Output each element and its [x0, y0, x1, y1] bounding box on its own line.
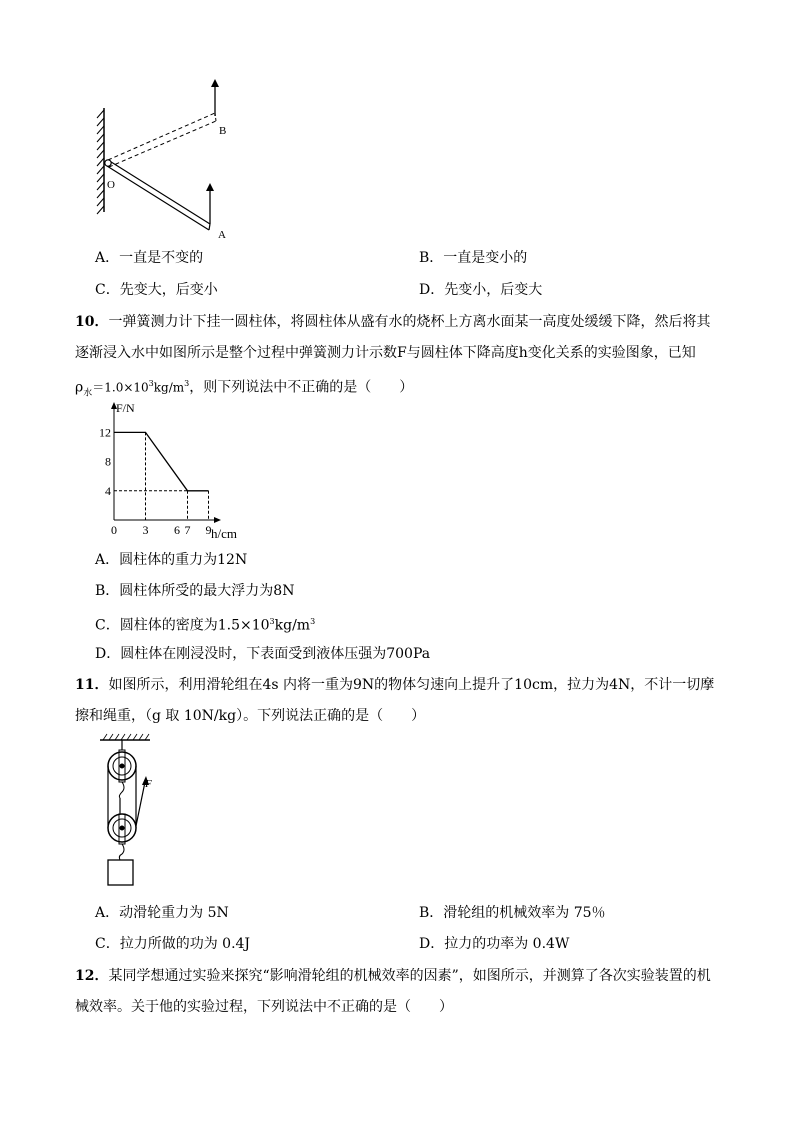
q9-option-b: B．一直是变小的 [419, 250, 528, 266]
x-tick-label: 7 [184, 523, 191, 537]
q10-stem-line2: 逐渐浸入水中如图所示是整个过程中弹簧测力计示数F与圆柱体下降高度h变化关系的实验图象，已知 [75, 345, 696, 361]
q10-option-b: B．圆柱体所受的最大浮力为8N [95, 583, 295, 599]
lever-diagram [94, 78, 244, 241]
y-tick-label: 12 [99, 425, 111, 440]
q11-option-d: D．拉力的功率为 0.4W [419, 936, 570, 952]
q11-option-a: A．动滑轮重力为 5N [95, 905, 229, 921]
x-tick-label: 3 [142, 523, 149, 537]
q10-option-d: D．圆柱体在刚浸没时，下表面受到液体压强为700Pa [95, 646, 431, 662]
q9-option-d: D．先变小，后变大 [419, 282, 543, 298]
y-tick-label: 8 [105, 454, 111, 469]
q10-option-c: C．圆柱体的密度为$1.5\times 10^3kg/m^3$ [95, 617, 316, 634]
q11-option-c: C．拉力所做的功为 0.4J [95, 936, 251, 952]
q12-stem-line1: 12．某同学想通过实验来探究“影响滑轮组的机械效率的因素”，如图所示，并测算了各次实验装置的机 [75, 968, 711, 984]
q10-option-a: A．圆柱体的重力为12N [95, 552, 248, 568]
x-tick-label: 6 [174, 523, 180, 537]
q10-stem-line3: $\rho_水=1.0\times 10^3kg/m^3$，则下列说法中不正确的是（ ） [75, 379, 414, 399]
x-axis-arrow [214, 517, 221, 523]
data-line [114, 432, 209, 490]
label-a: A [218, 229, 226, 241]
x-tick-label: 9 [205, 523, 212, 537]
y-tick-label: 4 [105, 483, 111, 498]
q11-stem-line1: 11．如图所示，利用滑轮组在4s 内将一重为9N的物体匀速向上提升了10cm，拉力为4N，不计一切摩 [75, 677, 715, 693]
q9-option-c: C．先变大，后变小 [95, 282, 218, 298]
q10-stem-line1: 10．一弹簧测力计下挂一圆柱体，将圆柱体从盛有水的烧杯上方离水面某一高度处缓缓下降，然后将其 [75, 314, 711, 330]
force-height-chart [99, 400, 265, 541]
x-tick-label: 0 [111, 523, 117, 537]
q9-option-a: A．一直是不变的 [95, 250, 204, 266]
label-b: B [219, 125, 227, 137]
q11-option-b: B．滑轮组的机械效率为 75％ [419, 905, 606, 921]
q12-stem-line2: 械效率。关于他的实验过程，下列说法中不正确的是（ ） [75, 999, 453, 1015]
q11-stem-line2: 擦和绳重，（g 取 10N/kg）。下列说法正确的是（ ） [75, 708, 426, 724]
x-axis-label: h/cm [211, 526, 237, 541]
pulley-diagram [95, 730, 165, 890]
label-o: O [107, 179, 115, 191]
y-axis-label: F/N [116, 401, 135, 415]
label-f: F [145, 778, 152, 790]
